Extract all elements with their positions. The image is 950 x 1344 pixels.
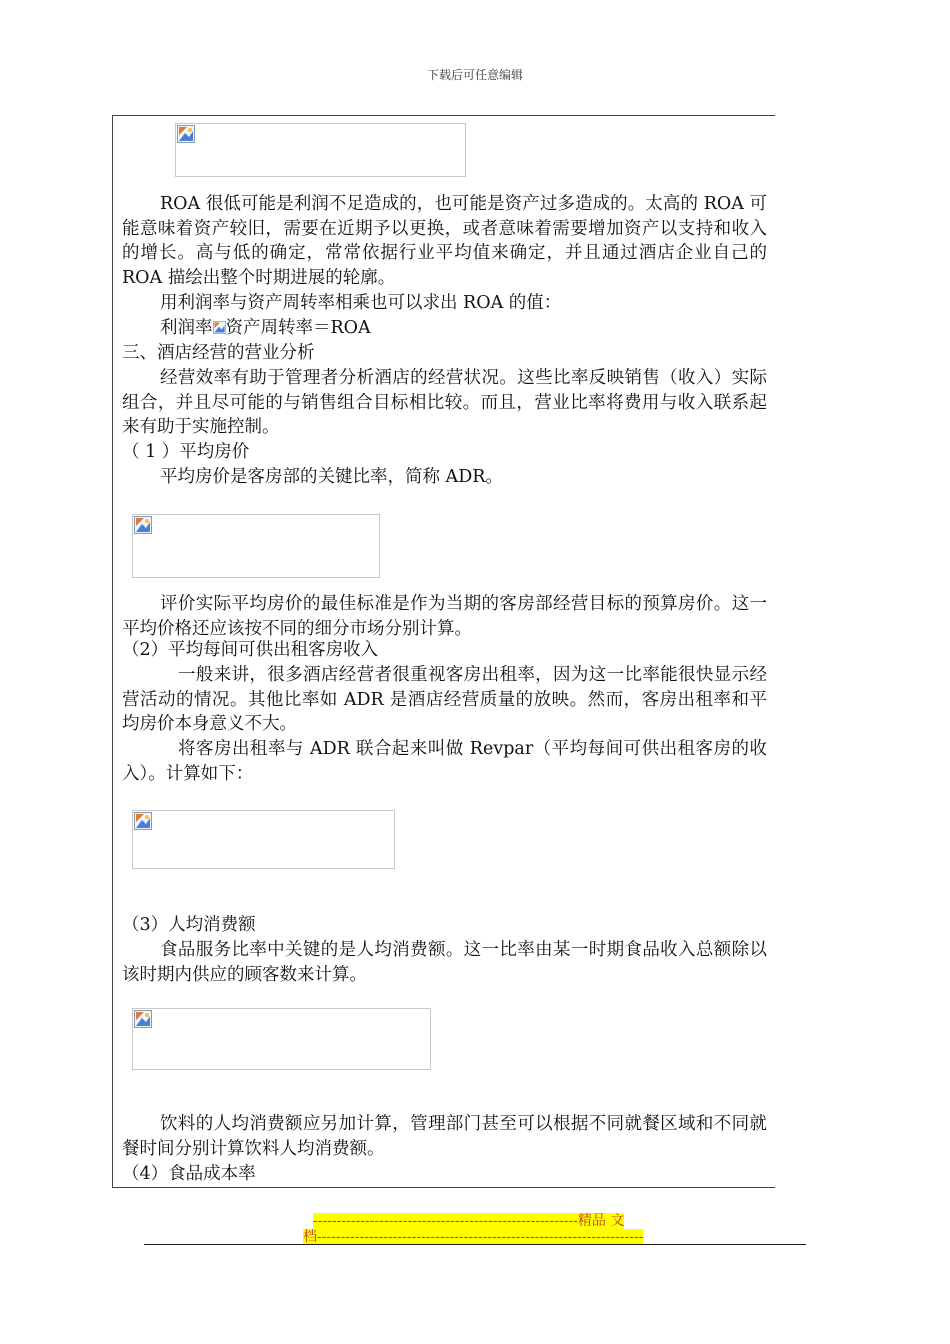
paragraph-per-capita: 食品服务比率中关键的是人均消费额。这一比率由某一时期食品收入总额除以该时期内供应的顾客数来计算。: [122, 940, 767, 985]
heading-per-capita-spending: （3）人均消费额: [122, 915, 256, 935]
heading-food-cost-rate: （4）食品成本率: [122, 1164, 256, 1184]
paragraph-revpar: 一般来讲，很多酒店经营者很重视客房出租率，因为这一比率能很快显示经营活动的情况。其他比率如 ADR 是酒店经营质量的放映。然而，客房出租率和平均房价本身意义不大。: [122, 665, 767, 734]
paragraph-revpar-2: 将客房出租率与 ADR 联合起来叫做 Revpar（平均每间可供出租客房的收入）。计算如下：: [122, 739, 767, 784]
footer-line-1: --------------------------------------------------------精品 文: [313, 1213, 625, 1229]
paragraph-roa-2: 用利润率与资产周转率相乘也可以求出 ROA 的值：: [160, 293, 562, 313]
formula-right: 资产周转率＝ROA: [225, 318, 371, 338]
formula-left: 利润率: [160, 318, 213, 338]
broken-image-icon: [134, 812, 152, 830]
paragraph-beverage: 饮料的人均消费额应另加计算，管理部门甚至可以根据不同就餐区域和不同就餐时间分别计算饮料人均消费额。: [122, 1114, 767, 1159]
section-heading-3: 三、酒店经营的营业分析: [122, 343, 315, 363]
footer-line-2: 档---------------------------------------------------------------------: [303, 1229, 644, 1245]
formula-roa: [122, 316, 767, 341]
paragraph-section-3: 经营效率有助于管理者分析酒店的经营状况。这些比率反映销售（收入）实际组合，并且尽可能的与销售组合目标相比较。而且，营业比率将费用与收入联系起来有助于实施控制。: [122, 368, 767, 437]
image-placeholder: [132, 1008, 431, 1070]
image-placeholder: [175, 123, 466, 177]
paragraph-roa-1: ROA 很低可能是利润不足造成的，也可能是资产过多造成的。太高的 ROA 可能意味着资产较旧，需要在近期予以更换，或者意味着需要增加资产以支持和收入的增长。高与低的确定，常常依据行业平均值来确定，并且通过酒店企业自己的 ROA 描绘出整个时期进展的轮廓。: [122, 194, 767, 288]
broken-image-icon: [177, 125, 195, 143]
paragraph-adr: 平均房价是客房部的关键比率，简称 ADR。: [160, 467, 503, 487]
broken-image-icon: [134, 1010, 152, 1028]
page-header: 下载后可任意编辑: [426, 68, 523, 82]
paragraph-adr-2: 评价实际平均房价的最佳标准是作为当期的客房部经营目标的预算房价。这一平均价格还应该按不同的细分市场分别计算。: [122, 594, 767, 639]
broken-image-icon: [134, 516, 152, 534]
heading-revpar: （2）平均每间可供出租客房收入: [122, 640, 379, 660]
broken-image-icon: [213, 321, 226, 334]
image-placeholder: [132, 514, 380, 578]
heading-average-room-rate: （ 1 ）平均房价: [122, 442, 250, 462]
footer-divider: [144, 1244, 806, 1245]
image-placeholder: [132, 810, 395, 869]
